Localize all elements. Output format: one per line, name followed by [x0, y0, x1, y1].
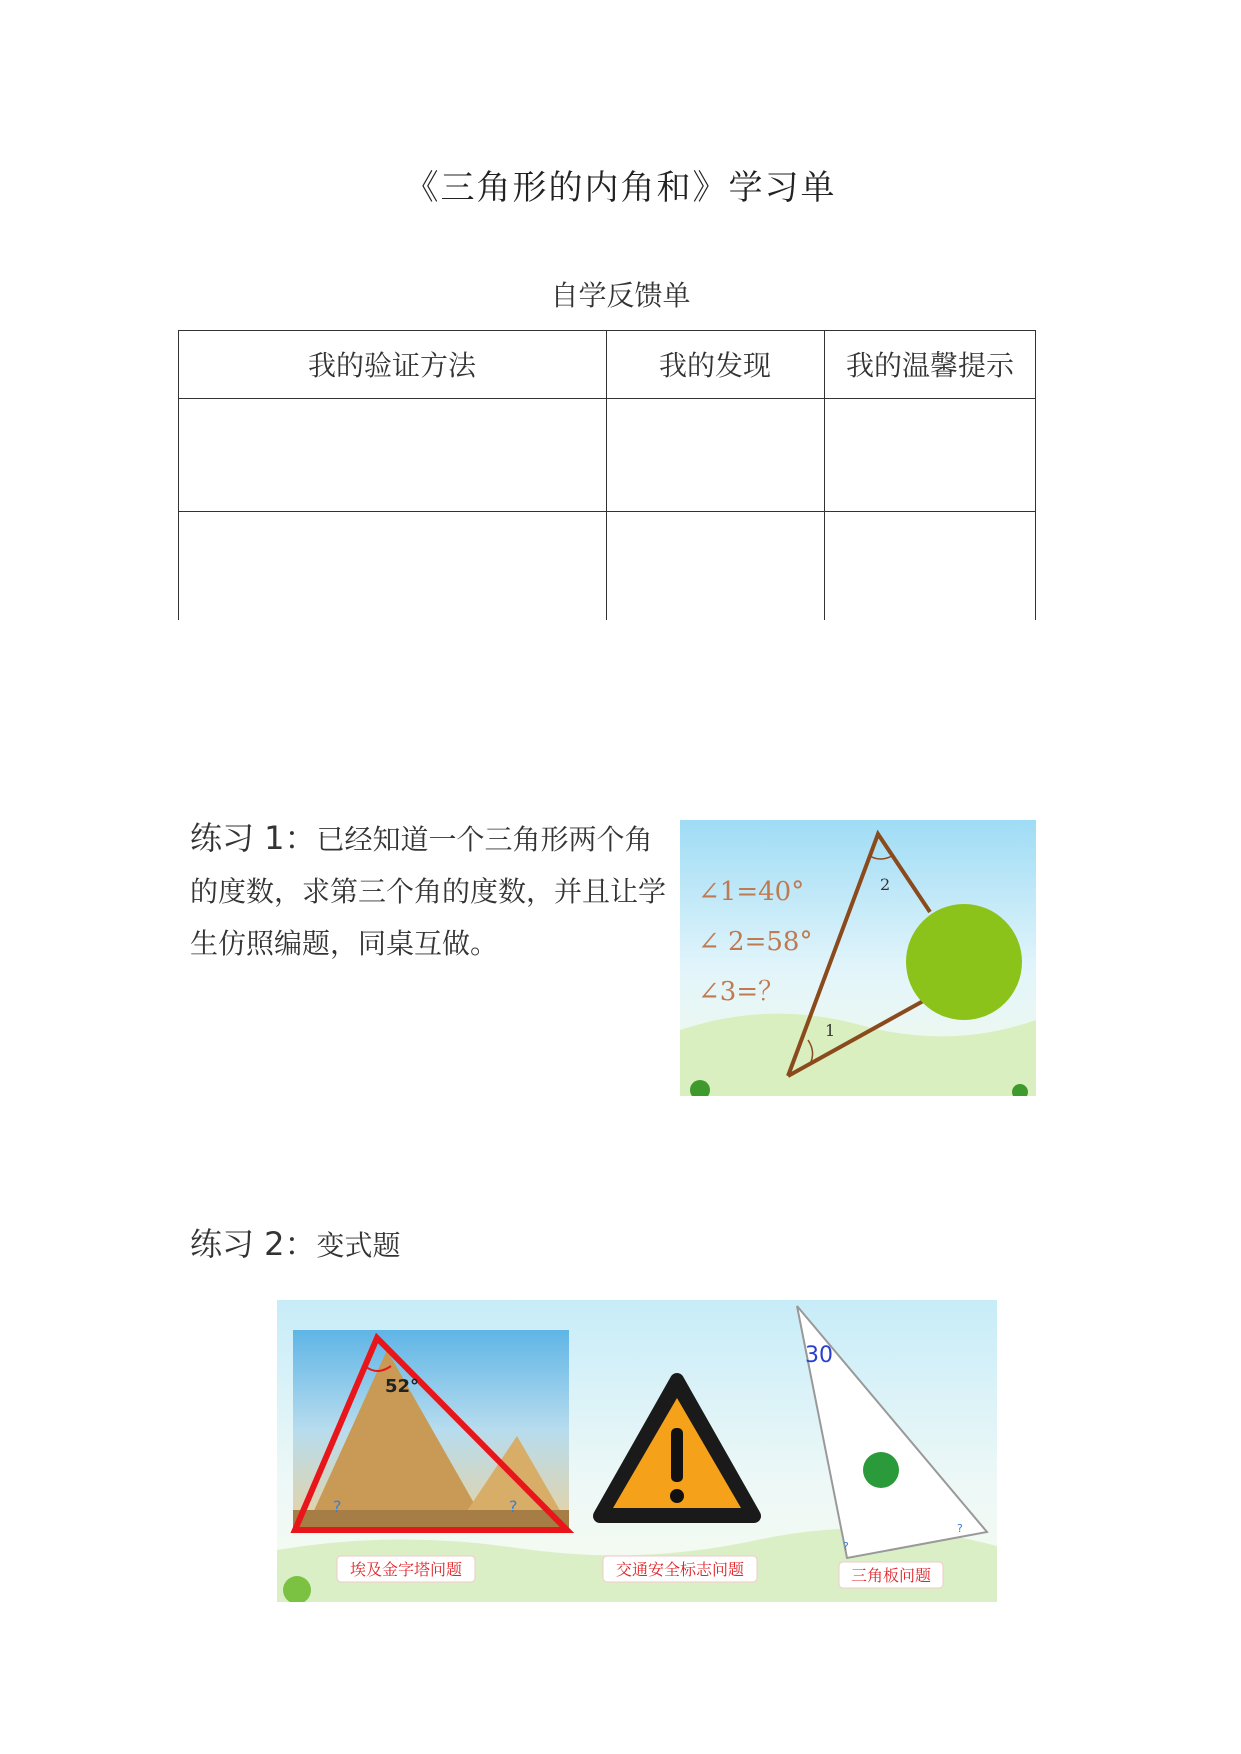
pyramid-angle-label: 52°	[385, 1376, 420, 1397]
vertex-label-1: 1	[825, 1021, 836, 1040]
exclamation-bar	[671, 1428, 683, 1482]
angle-2-value: ∠ 2=58°	[698, 927, 813, 957]
set-square-unknown-left: ?	[843, 1540, 849, 1553]
header-my-discovery: 我的发现	[658, 349, 771, 382]
document-title: 《三角形的内角和》学习单	[404, 168, 837, 208]
set-square-dot	[863, 1452, 899, 1488]
table-cell-input[interactable]	[607, 399, 824, 511]
table-cell-input[interactable]	[607, 512, 824, 620]
angle-1-value: ∠1=40°	[698, 877, 805, 907]
angle-3-value: ∠3=？	[698, 977, 785, 1007]
exercise-2-text: 变式题	[316, 1229, 401, 1262]
header-verification-method: 我的验证方法	[307, 349, 476, 382]
table-cell-input[interactable]	[825, 399, 1035, 511]
vertex-label-2: 2	[880, 875, 891, 894]
pyramid-unknown-left: ?	[333, 1497, 342, 1516]
exercise-2-label: 练习 2：	[190, 1225, 317, 1263]
header-warm-tips: 我的温馨提示	[845, 349, 1014, 382]
set-square-angle-label: 30	[805, 1343, 833, 1368]
pyramid-photo	[293, 1330, 569, 1530]
label-pyramid-problem: 埃及金字塔问题	[349, 1560, 463, 1579]
set-square-unknown-right: ?	[957, 1522, 963, 1535]
exercise-1	[190, 812, 670, 970]
table-cell-input[interactable]	[179, 399, 606, 511]
exercise-2	[190, 1218, 670, 1272]
feedback-table	[178, 330, 1036, 620]
exercise-1-figure	[680, 820, 1036, 1096]
table-cell-input[interactable]	[825, 512, 1035, 620]
pyramid-unknown-right: ?	[509, 1497, 518, 1516]
exercise-2-figure	[277, 1300, 997, 1602]
green-circle	[906, 904, 1022, 1020]
exclamation-dot	[670, 1489, 684, 1503]
exercise-1-text: 已经知道一个三角形两个角的度数，求第三个角的度数，并且让学生仿照编题，同桌互做。	[190, 823, 667, 960]
table-caption: 自学反馈单	[550, 279, 691, 312]
label-set-square-problem: 三角板问题	[850, 1566, 932, 1585]
exercise-1-label: 练习 1：	[190, 819, 317, 857]
label-traffic-sign-problem: 交通安全标志问题	[615, 1560, 745, 1579]
table-cell-input[interactable]	[179, 512, 606, 620]
